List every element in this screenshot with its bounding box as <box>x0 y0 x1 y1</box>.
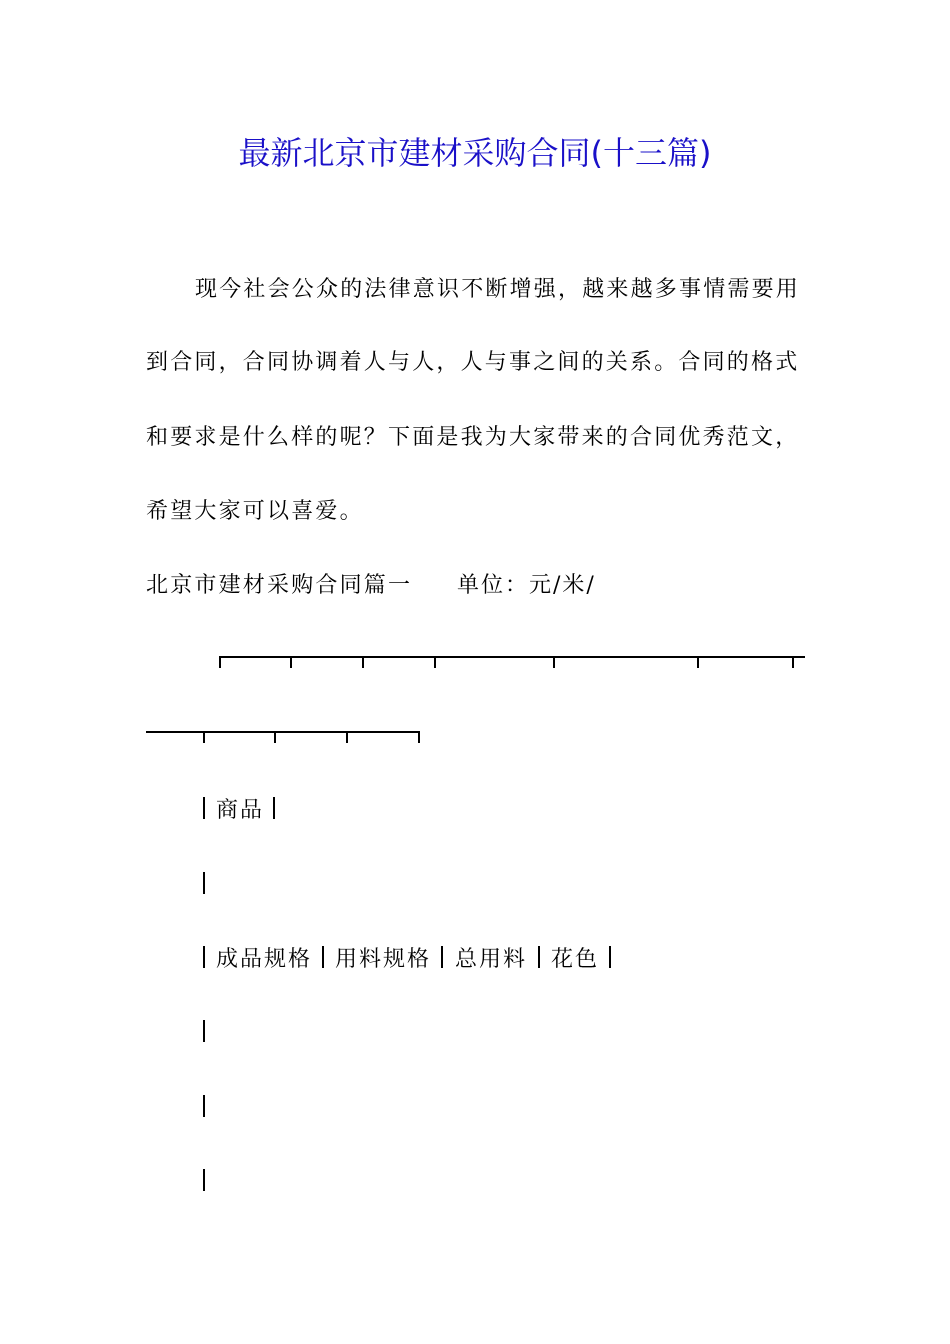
cell-divider <box>609 946 611 968</box>
column-header: 用料规格 <box>335 947 432 972</box>
cell-divider <box>322 946 324 968</box>
unit-label: 单位：元/米/ <box>457 573 596 598</box>
intro-line-4: 希望大家可以喜爱。 <box>146 499 364 524</box>
cell-divider <box>203 797 205 819</box>
cell-divider <box>203 1095 205 1117</box>
cell-divider <box>273 797 275 819</box>
cell-divider <box>538 946 540 968</box>
document-title: 最新北京市建材采购合同(十三篇) <box>238 134 712 172</box>
intro-line-3: 和要求是什么样的呢？下面是我为大家带来的合同优秀范文， <box>146 425 800 450</box>
cell-divider <box>441 946 443 968</box>
cell-divider <box>203 872 205 894</box>
cell-divider <box>203 1020 205 1042</box>
table-header-cell: 商品 <box>216 798 265 823</box>
intro-line-1: 现今社会公众的法律意识不断增强，越来越多事情需要用 <box>195 277 801 302</box>
column-header: 总用料 <box>455 947 528 972</box>
column-header: 花色 <box>551 947 600 972</box>
column-header: 成品规格 <box>216 947 313 972</box>
section-heading: 北京市建材采购合同篇一 <box>146 573 413 598</box>
cell-divider <box>203 1169 205 1191</box>
cell-divider <box>203 946 205 968</box>
intro-line-2: 到合同，合同协调着人与人，人与事之间的关系。合同的格式 <box>146 350 800 375</box>
